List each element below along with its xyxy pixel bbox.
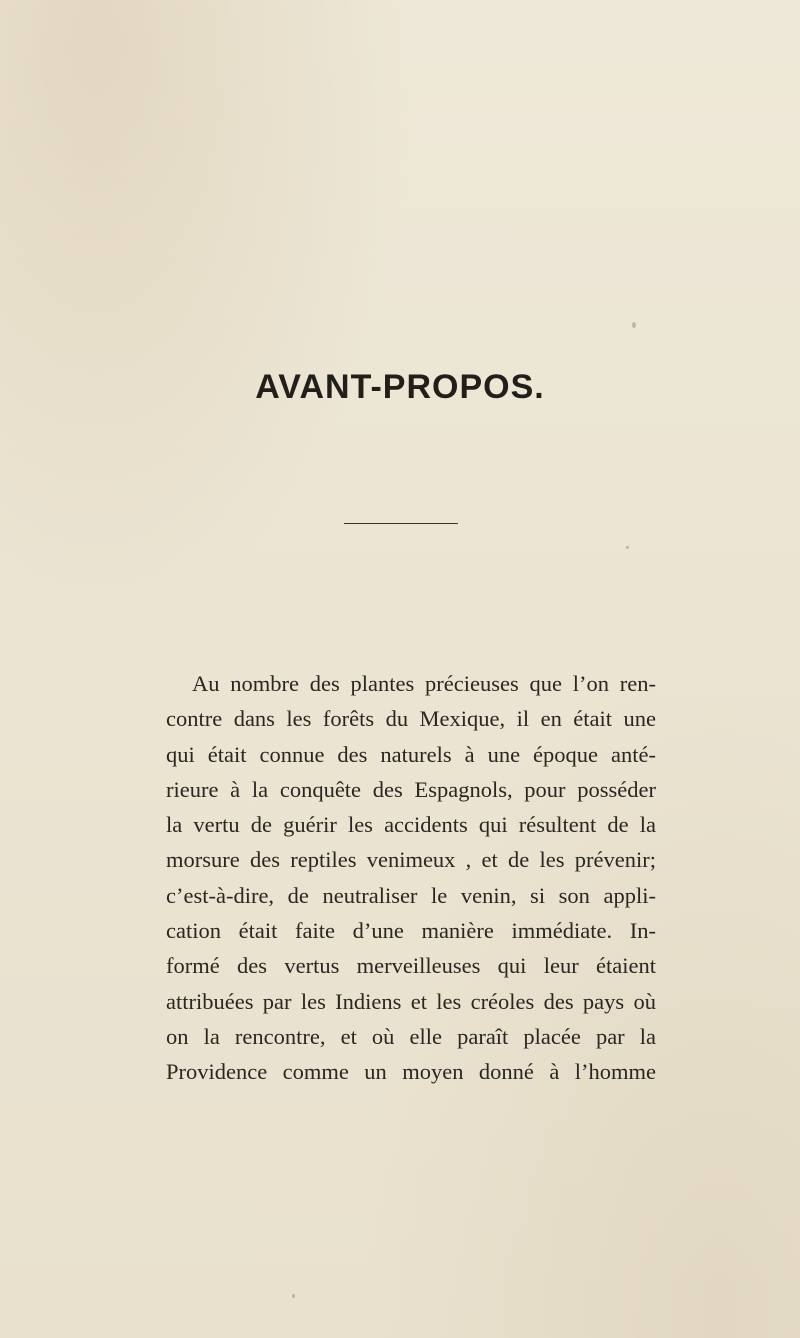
text-line: contre dans les forêts du Mexique, il en était une (166, 706, 656, 732)
page-title: AVANT-PROPOS. (255, 368, 545, 406)
text-line: cation était faite d’une manière immédiate. In- (166, 918, 656, 944)
text-line: Providence comme un moyen donné à l’homme (166, 1059, 656, 1085)
text-line: la vertu de guérir les accidents qui résultent de la (166, 812, 656, 838)
divider-rule (344, 523, 458, 524)
text-line: formé des vertus merveilleuses qui leur étaient (166, 953, 656, 979)
text-line: qui était connue des naturels à une époque anté- (166, 741, 656, 767)
text-line: morsure des reptiles venimeux , et de les prévenir; (166, 847, 656, 873)
text-line: c’est-à-dire, de neutraliser le venin, si son appli- (166, 882, 656, 908)
paper-speck (292, 1294, 295, 1298)
text-line: attribuées par les Indiens et les créoles des pays où (166, 988, 656, 1014)
text-line: Au nombre des plantes précieuses que l’on ren- (192, 671, 656, 696)
body-paragraph (166, 666, 656, 1090)
paper-speck (626, 546, 629, 549)
text-line: rieure à la conquête des Espagnols, pour posséder (166, 776, 656, 802)
text-line: on la rencontre, et où elle paraît placée par la (166, 1023, 656, 1049)
paper-speck (632, 322, 636, 328)
